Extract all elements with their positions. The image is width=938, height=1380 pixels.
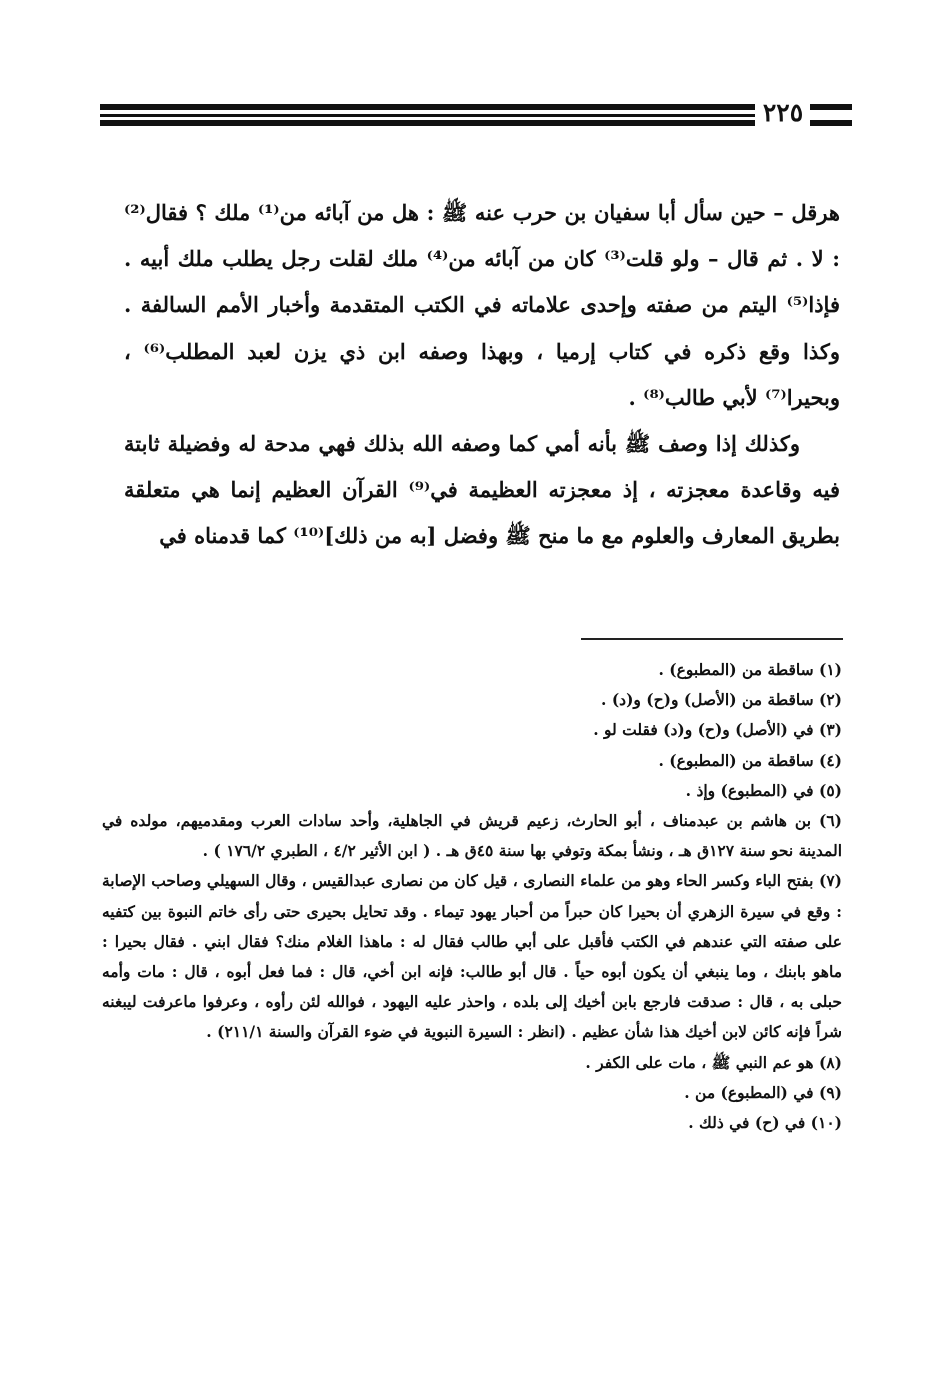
footnote-7: (٧) بفتح الباء وكسر الحاء وهو من علماء النصارى ، قيل كان من نصارى عبدالقيس ، وقال السهيلي وصاحب الإصابة : وقع في سيرة الزهري أن بحيرا كان حبراً من أحبار يهود تيماء . وقد تحايل بحيرى حتى رأى خاتم النبوة بين كتفيه على صفته التي عندهم في الكتب فأقبل على أبي طالب فقال له : ماهذا الغلام منك؟ فقال ابني . فقال بحيرا : ماهو بابنك ، وما ينبغي أن يكون أبوه حياً . قال أبو طالب: فإنه ابن أخي، قال : فما فعل أبوه ، قال : مات وأمه حبلى به ، قال : صدقت فارجع بابن أخيك إلى بلده ، واحذر عليه اليهود ، فوالله لئن رأوه ، وعرفوا ماعرفت ليبغنه شراً فإنه كائن لابن أخيك هذا شأن عظيم . (انظر : السيرة النبوية في ضوء القرآن والسنة ٢١١/١) . (102, 871, 843, 1042)
footnote-separator (581, 638, 843, 640)
page-header (100, 94, 852, 130)
footnote-6: (٦) بن هاشم بن عبدمناف ، أبو الحارث، زعيم قريش في الجاهلية، وأحد سادات العرب ومقدميهم، مولده في المدينة نحو سنة ١٢٧ق هـ ، ونشأ بمكة وتوفي بها سنة ٤٥ق هـ . ( ابن الأثير ٤/٢ ، الطبري ١٧٦/٢ ) . (102, 811, 842, 861)
footnote-10: (١٠) في (ح) في ذلك . (688, 1113, 842, 1133)
footnote-3: (٣) في (الأصل) و(ح) و(د) فقلت لو . (593, 720, 842, 740)
footnotes (102, 655, 842, 1138)
header-rule (810, 104, 852, 110)
paragraph-1: هرقل – حين سأل أبا سفيان بن حرب عنه ﷺ : هل من آبائه من⁽¹⁾ ملك ؟ فقال⁽²⁾ : لا . ثم قال – ولو قلت⁽³⁾ كان من آبائه من⁽⁴⁾ ملك لقلت رجل يطلب ملك أبيه . فإذا⁽⁵⁾ اليتم من صفته وإحدى علاماته في الكتب المتقدمة وأخبار الأمم السالفة . وكذا وقع ذكره في كتاب إرميا ، وبهذا وصفه ابن ذي يزن لعبد المطلب⁽⁶⁾ ، وبحيرا⁽⁷⁾ لأبي طالب⁽⁸⁾ . (124, 200, 841, 410)
footnote-9: (٩) في (المطبوع) من . (684, 1082, 842, 1102)
main-body-text (124, 190, 840, 560)
page-number: ٢٢٥ (762, 98, 804, 127)
footnote-8: (٨) هو عم النبي ﷺ ، مات على الكفر . (585, 1052, 842, 1072)
footnote-5: (٥) في (المطبوع) وإذ . (685, 780, 842, 800)
footnote-4: (٤) ساقطة من (المطبوع) . (658, 750, 842, 770)
header-rule (810, 120, 852, 126)
header-rule (100, 114, 755, 117)
footnote-2: (٢) ساقطة من (الأصل) و(ح) و(د) . (601, 690, 842, 710)
footnote-1: (١) ساقطة من (المطبوع) . (658, 660, 842, 679)
header-rule (100, 120, 755, 126)
paragraph-2: وكذلك إذا وصف ﷺ بأنه أمي كما وصفه الله بذلك فهي مدحة له وفضيلة ثابتة فيه وقاعدة معجزته ، إذ معجزته العظيمة في⁽⁹⁾ القرآن العظيم إنما هي متعلقة بطريق المعارف والعلوم مع ما منح ﷺ وفضل [به من ذلك]⁽¹⁰⁾ كما قدمناه في (124, 431, 840, 549)
header-rule (100, 104, 755, 110)
